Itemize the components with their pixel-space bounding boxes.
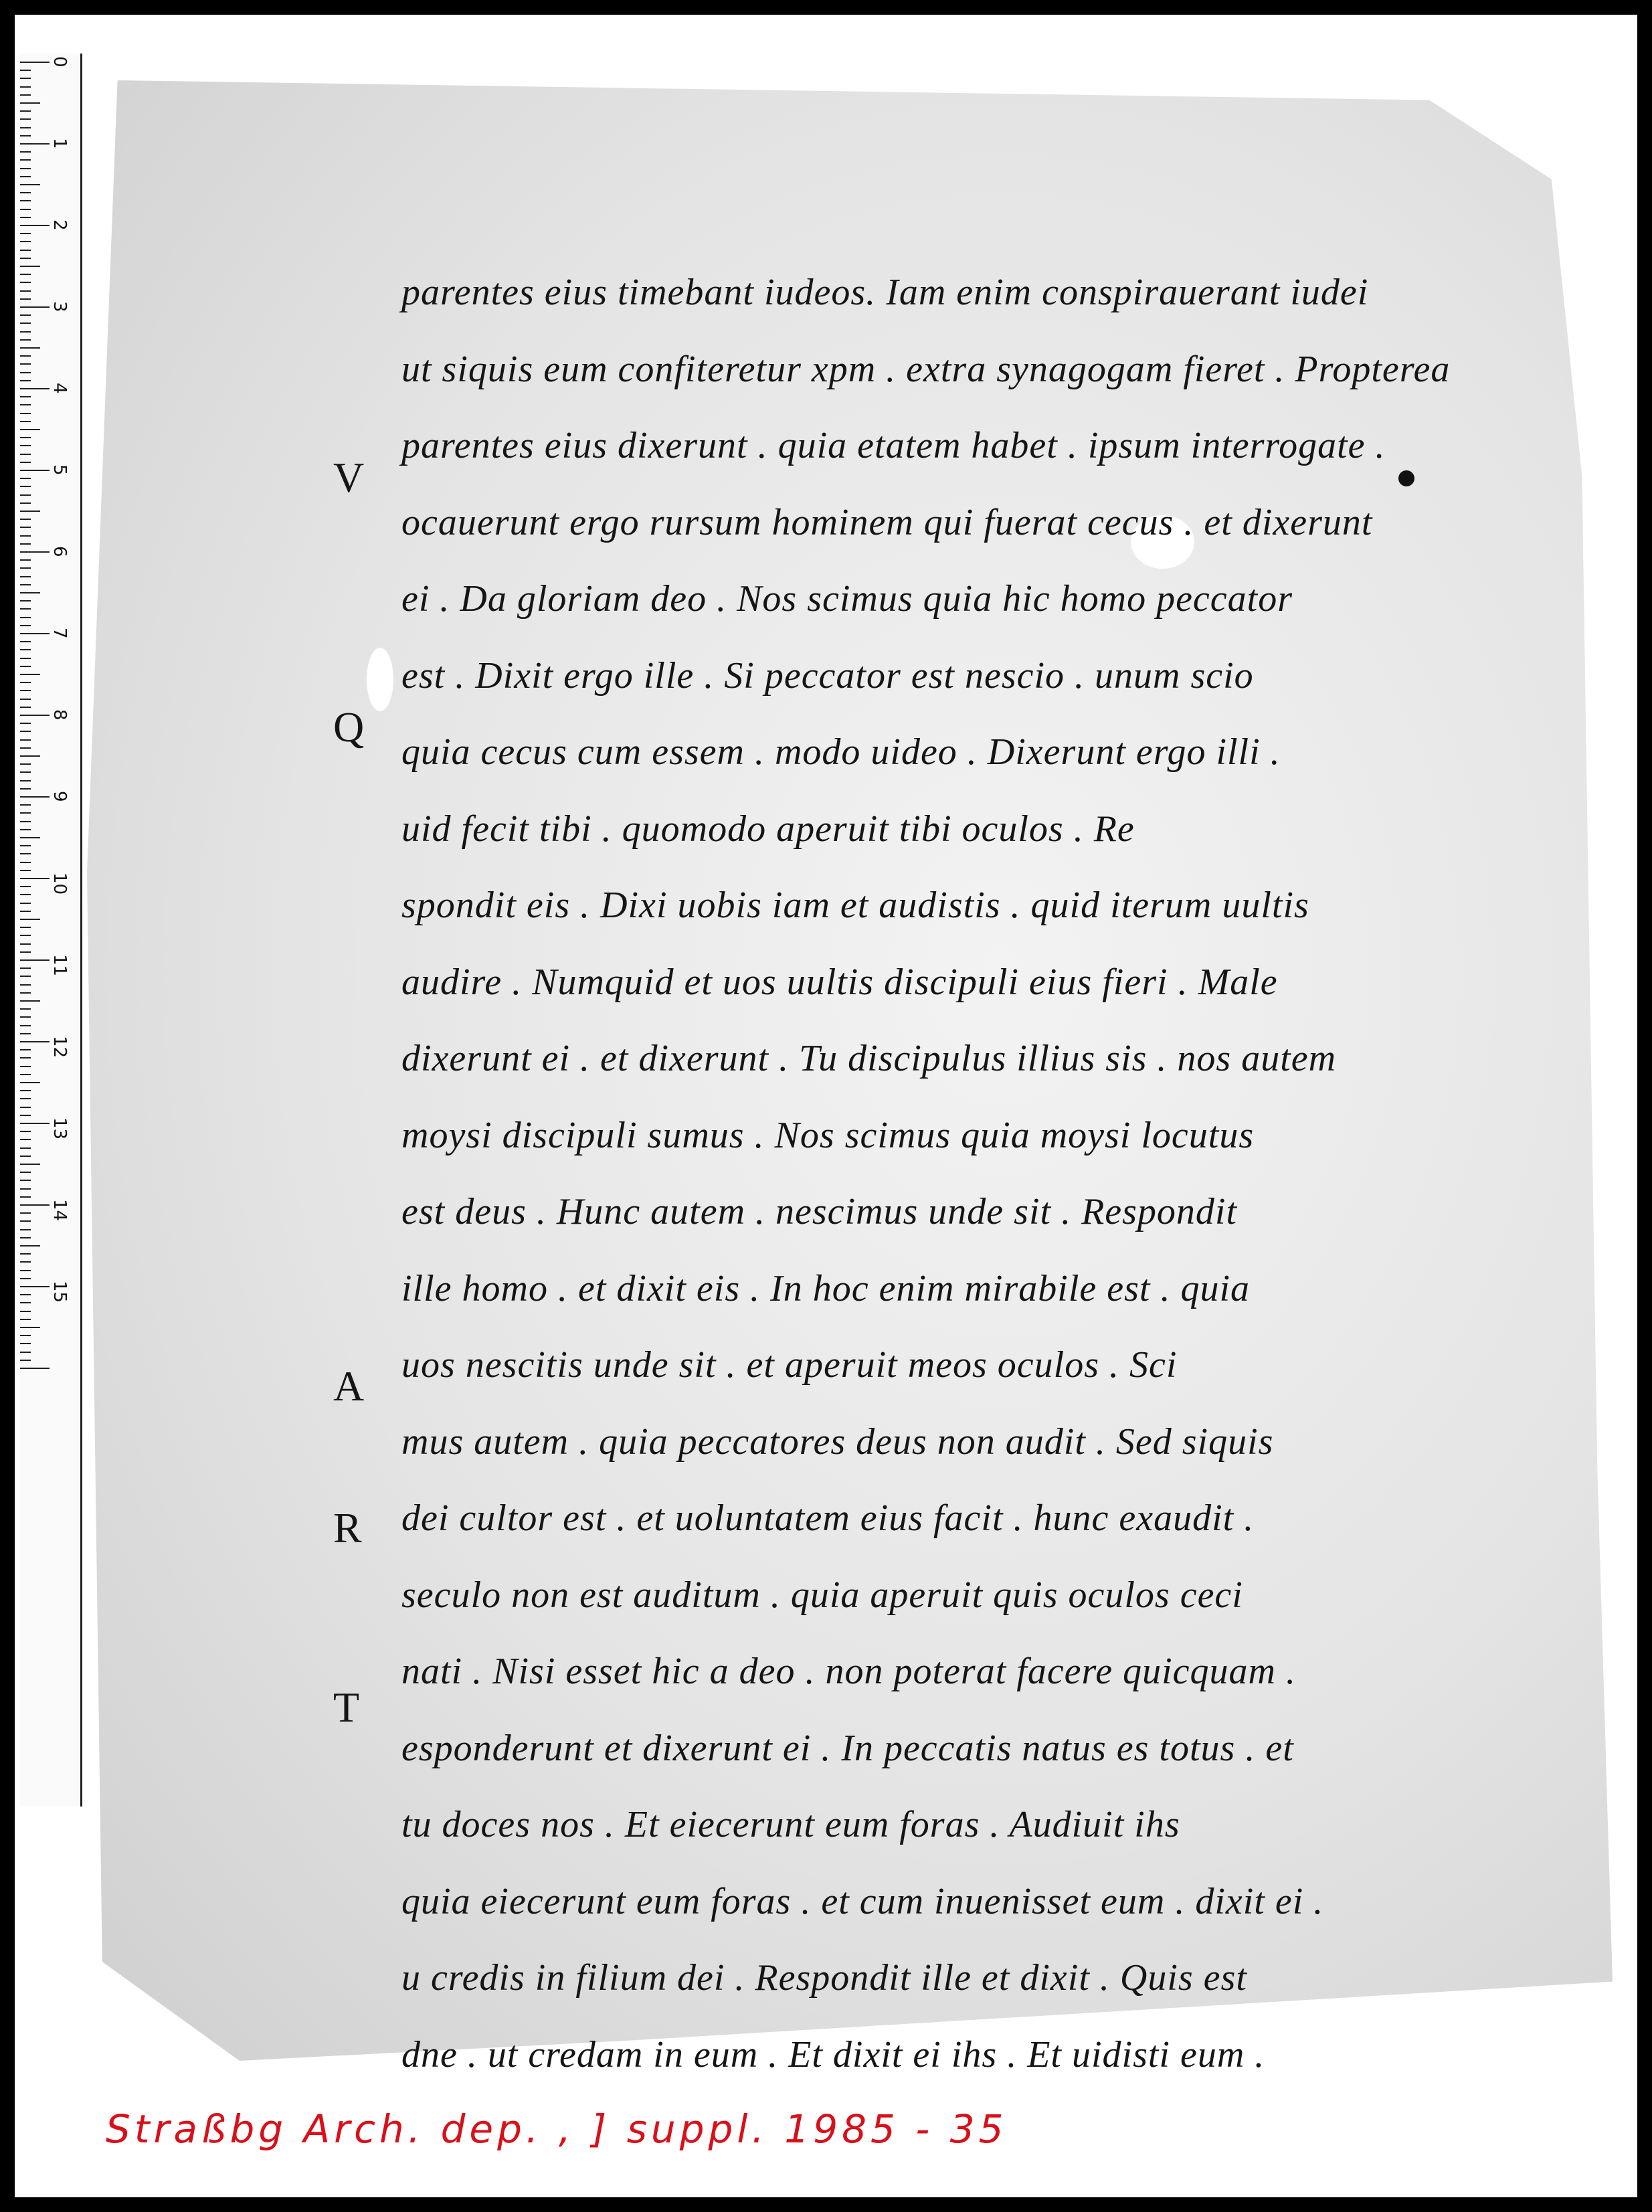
ruler-tick <box>20 894 31 895</box>
ruler-tick <box>20 437 31 438</box>
ruler-tick <box>20 911 31 912</box>
ruler-tick <box>20 1220 31 1222</box>
ruler-tick <box>20 739 31 741</box>
parchment-hole <box>367 648 393 711</box>
ruler-tick <box>20 250 31 251</box>
archive-reference-caption: Straßbg Arch. dep. , ] suppl. 1985 - 35 <box>106 2106 1008 2152</box>
ruler-tick <box>20 584 31 585</box>
ruler-tick <box>20 118 31 120</box>
ruler-tick <box>20 796 50 798</box>
ruler-tick <box>20 331 31 333</box>
ruler-tick <box>20 1082 40 1083</box>
ruler-tick <box>20 1115 31 1116</box>
ruler-tick <box>20 225 50 226</box>
ruler-tick <box>20 135 31 136</box>
text-line: ocauerunt ergo rursum hominem qui fuerat cecus . et dixerunt <box>401 501 1373 543</box>
ruler-tick <box>20 200 31 201</box>
ruler-tick <box>20 1057 31 1058</box>
ruler-tick <box>20 878 50 879</box>
ruler-tick <box>20 1270 31 1271</box>
ruler-tick <box>20 1049 31 1050</box>
ruler-tick <box>20 110 31 112</box>
ruler-tick <box>20 1188 31 1190</box>
ruler-tick <box>20 1311 31 1312</box>
ruler-tick <box>20 747 31 749</box>
ruler-tick <box>20 821 31 822</box>
ruler-tick <box>20 241 31 242</box>
ruler-tick <box>20 168 31 169</box>
ruler-tick <box>20 649 31 650</box>
ruler-tick <box>20 404 31 405</box>
ruler-tick <box>20 78 31 79</box>
ruler-tick <box>20 804 31 806</box>
ruler-tick <box>20 209 31 210</box>
ruler-tick <box>20 1319 31 1320</box>
ruler-tick <box>20 780 31 781</box>
ruler-tick <box>20 959 50 961</box>
text-line: esponderunt et dixerunt ei . In peccatis natus es totus . et <box>401 1727 1294 1769</box>
text-line: audire . Numquid et uos uultis discipuli eius fieri . Male <box>401 961 1278 1003</box>
ruler-tick <box>20 984 31 986</box>
ruler-tick <box>20 617 31 618</box>
ruler-tick <box>20 258 31 259</box>
ruler-tick <box>20 363 31 365</box>
ruler-tick <box>20 511 40 512</box>
ruler-tick <box>20 62 50 63</box>
ruler-tick <box>20 788 31 790</box>
text-line: dixerunt ei . et dixerunt . Tu discipulus illius sis . nos autem <box>401 1038 1337 1079</box>
ruler-tick <box>20 1204 50 1206</box>
ruler-tick <box>20 486 31 487</box>
ruler-tick <box>20 641 31 642</box>
text-line: seculo non est auditum . quia aperuit quis oculos ceci <box>401 1574 1243 1616</box>
ruler-label: 9 <box>50 791 70 802</box>
ruler-tick <box>20 127 31 128</box>
ruler-tick <box>20 290 31 292</box>
ruler-label: 2 <box>50 219 70 231</box>
ruler-tick <box>20 633 50 634</box>
ruler-tick <box>20 870 31 871</box>
ruler-tick <box>20 1286 50 1287</box>
manuscript-text <box>401 254 1451 2093</box>
ruler-label: 11 <box>50 954 70 977</box>
ruler-tick <box>20 1302 31 1303</box>
ruler-tick <box>20 731 31 732</box>
ruler-tick <box>20 380 31 381</box>
ruler-tick <box>20 151 31 153</box>
ruler-tick <box>20 176 31 177</box>
ruler-tick <box>20 951 31 953</box>
text-line: tu doces nos . Et eiecerunt eum foras . Audiuit ihs <box>401 1804 1180 1845</box>
ruler-tick <box>20 674 40 675</box>
ruler-tick <box>20 372 31 373</box>
ruler-tick <box>20 339 31 341</box>
ruler-tick <box>20 1229 31 1230</box>
ruler-tick <box>20 707 31 708</box>
ruler-tick <box>20 462 31 463</box>
ruler-tick <box>20 551 50 553</box>
ruler-tick <box>20 567 31 569</box>
ruler-label: 7 <box>50 628 70 639</box>
ruler-label: 8 <box>50 709 70 721</box>
text-line: ei . Da gloriam deo . Nos scimus quia hic homo peccator <box>401 578 1293 620</box>
ruler-tick <box>20 715 50 716</box>
ruler-tick <box>20 559 31 561</box>
ruler-label: 4 <box>50 383 70 394</box>
ruler-tick <box>20 421 31 422</box>
initial-letter-a: A <box>333 1362 365 1410</box>
ruler-label: 13 <box>50 1117 70 1140</box>
ruler-tick <box>20 812 31 814</box>
text-line: dei cultor est . et uoluntatem eius facit . hunc exaudit . <box>401 1497 1255 1539</box>
initial-letter-v: V <box>333 454 365 501</box>
ruler-tick <box>20 967 31 969</box>
ruler-tick <box>20 527 31 528</box>
ruler-tick <box>20 454 31 455</box>
ruler-tick <box>20 771 31 773</box>
ruler-tick <box>20 576 31 577</box>
ruler-tick <box>20 853 31 854</box>
ruler-tick <box>20 1131 31 1132</box>
ruler-label: 0 <box>50 56 70 68</box>
ruler-tick <box>20 478 31 479</box>
ruler-label: 3 <box>50 301 70 312</box>
ruler-tick <box>20 159 31 161</box>
ruler-tick <box>20 274 31 275</box>
ruler-tick <box>20 723 31 724</box>
ruler-tick <box>20 396 31 397</box>
text-line: ille homo . et dixit eis . In hoc enim mirabile est . quia <box>401 1267 1251 1309</box>
ruler-tick <box>20 314 31 316</box>
ruler-label: 15 <box>50 1281 70 1303</box>
text-line: quia cecus cum essem . modo uideo . Dixerunt ergo illi . <box>401 731 1281 773</box>
ruler-tick <box>20 470 50 471</box>
text-line: moysi discipuli sumus . Nos scimus quia moysi locutus <box>401 1114 1255 1156</box>
ruler-tick <box>20 755 40 757</box>
ruler-tick <box>20 306 50 308</box>
ruler-tick <box>20 1212 31 1214</box>
ruler-tick <box>20 1090 31 1091</box>
ruler-tick <box>20 1294 31 1295</box>
ruler-label: 10 <box>50 872 70 895</box>
ruler-tick <box>20 935 31 936</box>
ruler-tick <box>20 192 31 193</box>
ruler-tick <box>20 1261 31 1263</box>
ruler-tick <box>20 70 31 71</box>
ruler-tick <box>20 1123 50 1124</box>
ruler-tick <box>20 347 40 349</box>
ruler-tick <box>20 1253 31 1255</box>
ruler-tick <box>20 1327 40 1328</box>
ruler-tick <box>20 682 31 683</box>
ruler-label: 1 <box>50 138 70 149</box>
ruler-tick <box>20 862 31 863</box>
ruler-tick <box>20 233 31 234</box>
text-line: parentes eius timebant iudeos. Iam enim conspirauerant iudei <box>401 272 1369 313</box>
ruler-tick <box>20 1016 31 1018</box>
ruler-tick <box>20 666 31 667</box>
initial-letter-q: Q <box>333 703 365 751</box>
ruler-tick <box>20 184 40 185</box>
ruler-tick <box>20 86 31 88</box>
text-line: ut siquis eum confiteretur xpm . extra synagogam fieret . Propterea <box>401 348 1451 390</box>
ruler-tick <box>20 1025 31 1026</box>
ruler-tick <box>20 1008 31 1010</box>
ruler-tick <box>20 1368 50 1369</box>
ruler-tick <box>20 266 40 267</box>
ruler-tick <box>20 592 40 593</box>
ruler-tick <box>20 94 31 96</box>
ruler-tick <box>20 1196 31 1198</box>
ruler-tick <box>20 1000 40 1002</box>
ruler-tick <box>20 1245 40 1247</box>
ruler-tick <box>20 429 40 430</box>
ruler-tick <box>20 1172 31 1173</box>
ruler-tick <box>20 1066 31 1067</box>
ruler-tick <box>20 829 31 830</box>
ruler-tick <box>20 1074 31 1075</box>
ruler-tick <box>20 690 31 691</box>
ruler-tick <box>20 322 31 324</box>
ruler-tick <box>20 1098 31 1099</box>
ruler-label: 12 <box>50 1036 70 1058</box>
ruler-tick <box>20 543 31 545</box>
initial-letter-t: T <box>333 1683 360 1731</box>
ruler-tick <box>20 102 40 104</box>
text-line: spondit eis . Dixi uobis iam et audistis . quid iterum uultis <box>401 885 1309 926</box>
ruler-tick <box>20 927 31 928</box>
ruler-tick <box>20 1237 31 1238</box>
ruler-label: 14 <box>50 1199 70 1222</box>
ruler-tick <box>20 919 40 920</box>
text-line: uid fecit tibi . quomodo aperuit tibi oculos . Re <box>401 808 1135 850</box>
ruler-tick <box>20 1343 31 1344</box>
text-line: uos nescitis unde sit . et aperuit meos oculos . Sci <box>401 1344 1178 1386</box>
ruler-tick <box>20 1278 31 1279</box>
ruler-tick <box>20 1352 31 1353</box>
ruler-tick <box>20 1041 50 1042</box>
text-line: dne . ut credam in eum . Et dixit ei ihs . Et uidisti eum . <box>401 2033 1265 2076</box>
ruler-tick <box>20 658 31 659</box>
ruler-tick <box>20 217 31 218</box>
ruler-tick <box>20 413 31 414</box>
ruler-tick <box>20 992 31 994</box>
ruler-tick <box>20 763 31 765</box>
ruler-tick <box>20 837 40 838</box>
ruler-tick <box>20 1335 31 1336</box>
ruler-tick <box>20 600 31 602</box>
initial-letter-r: R <box>333 1504 362 1552</box>
ruler-tick <box>20 143 50 145</box>
ruler-tick <box>20 298 31 300</box>
ruler-tick <box>20 1164 40 1165</box>
ruler-tick <box>20 1033 31 1034</box>
ruler-tick <box>20 625 31 626</box>
text-line: parentes eius dixerunt . quia etatem habet . ipsum interrogate . <box>401 425 1386 466</box>
ruler-tick <box>20 519 31 520</box>
ruler-tick <box>20 1107 31 1108</box>
ruler-tick <box>20 1139 31 1140</box>
measurement-ruler <box>20 54 82 1807</box>
ruler-tick <box>20 886 31 887</box>
ruler-tick <box>20 943 31 945</box>
ruler-tick <box>20 388 50 389</box>
ruler-tick <box>20 699 31 700</box>
ruler-tick <box>20 282 31 283</box>
ruler-tick <box>20 1156 31 1157</box>
ruler-tick <box>20 535 31 537</box>
text-line: est deus . Hunc autem . nescimus unde sit . Respondit <box>401 1191 1238 1232</box>
text-line: u credis in filium dei . Respondit ille et dixit . Quis est <box>401 1957 1247 1999</box>
ruler-tick <box>20 494 31 496</box>
ruler-tick <box>20 355 31 357</box>
text-line: nati . Nisi esset hic a deo . non poterat facere quicquam . <box>401 1651 1296 1692</box>
ruler-label: 5 <box>50 464 70 476</box>
ruler-tick <box>20 903 31 904</box>
ruler-tick <box>20 976 31 977</box>
text-line: quia eiecerunt eum foras . et cum inuenisset eum . dixit ei . <box>401 1880 1324 1922</box>
ruler-tick <box>20 502 31 504</box>
ink-dot <box>1398 470 1414 486</box>
ruler-tick <box>20 845 31 846</box>
ruler-tick <box>20 1360 31 1361</box>
ruler-label: 6 <box>50 546 70 557</box>
text-line: mus autem . quia peccatores deus non audit . Sed siquis <box>401 1420 1274 1463</box>
ruler-tick <box>20 1180 31 1181</box>
ruler-tick <box>20 1147 31 1149</box>
text-line: est . Dixit ergo ille . Si peccator est nescio . unum scio <box>401 654 1254 697</box>
ruler-tick <box>20 608 31 610</box>
ruler-tick <box>20 445 31 446</box>
